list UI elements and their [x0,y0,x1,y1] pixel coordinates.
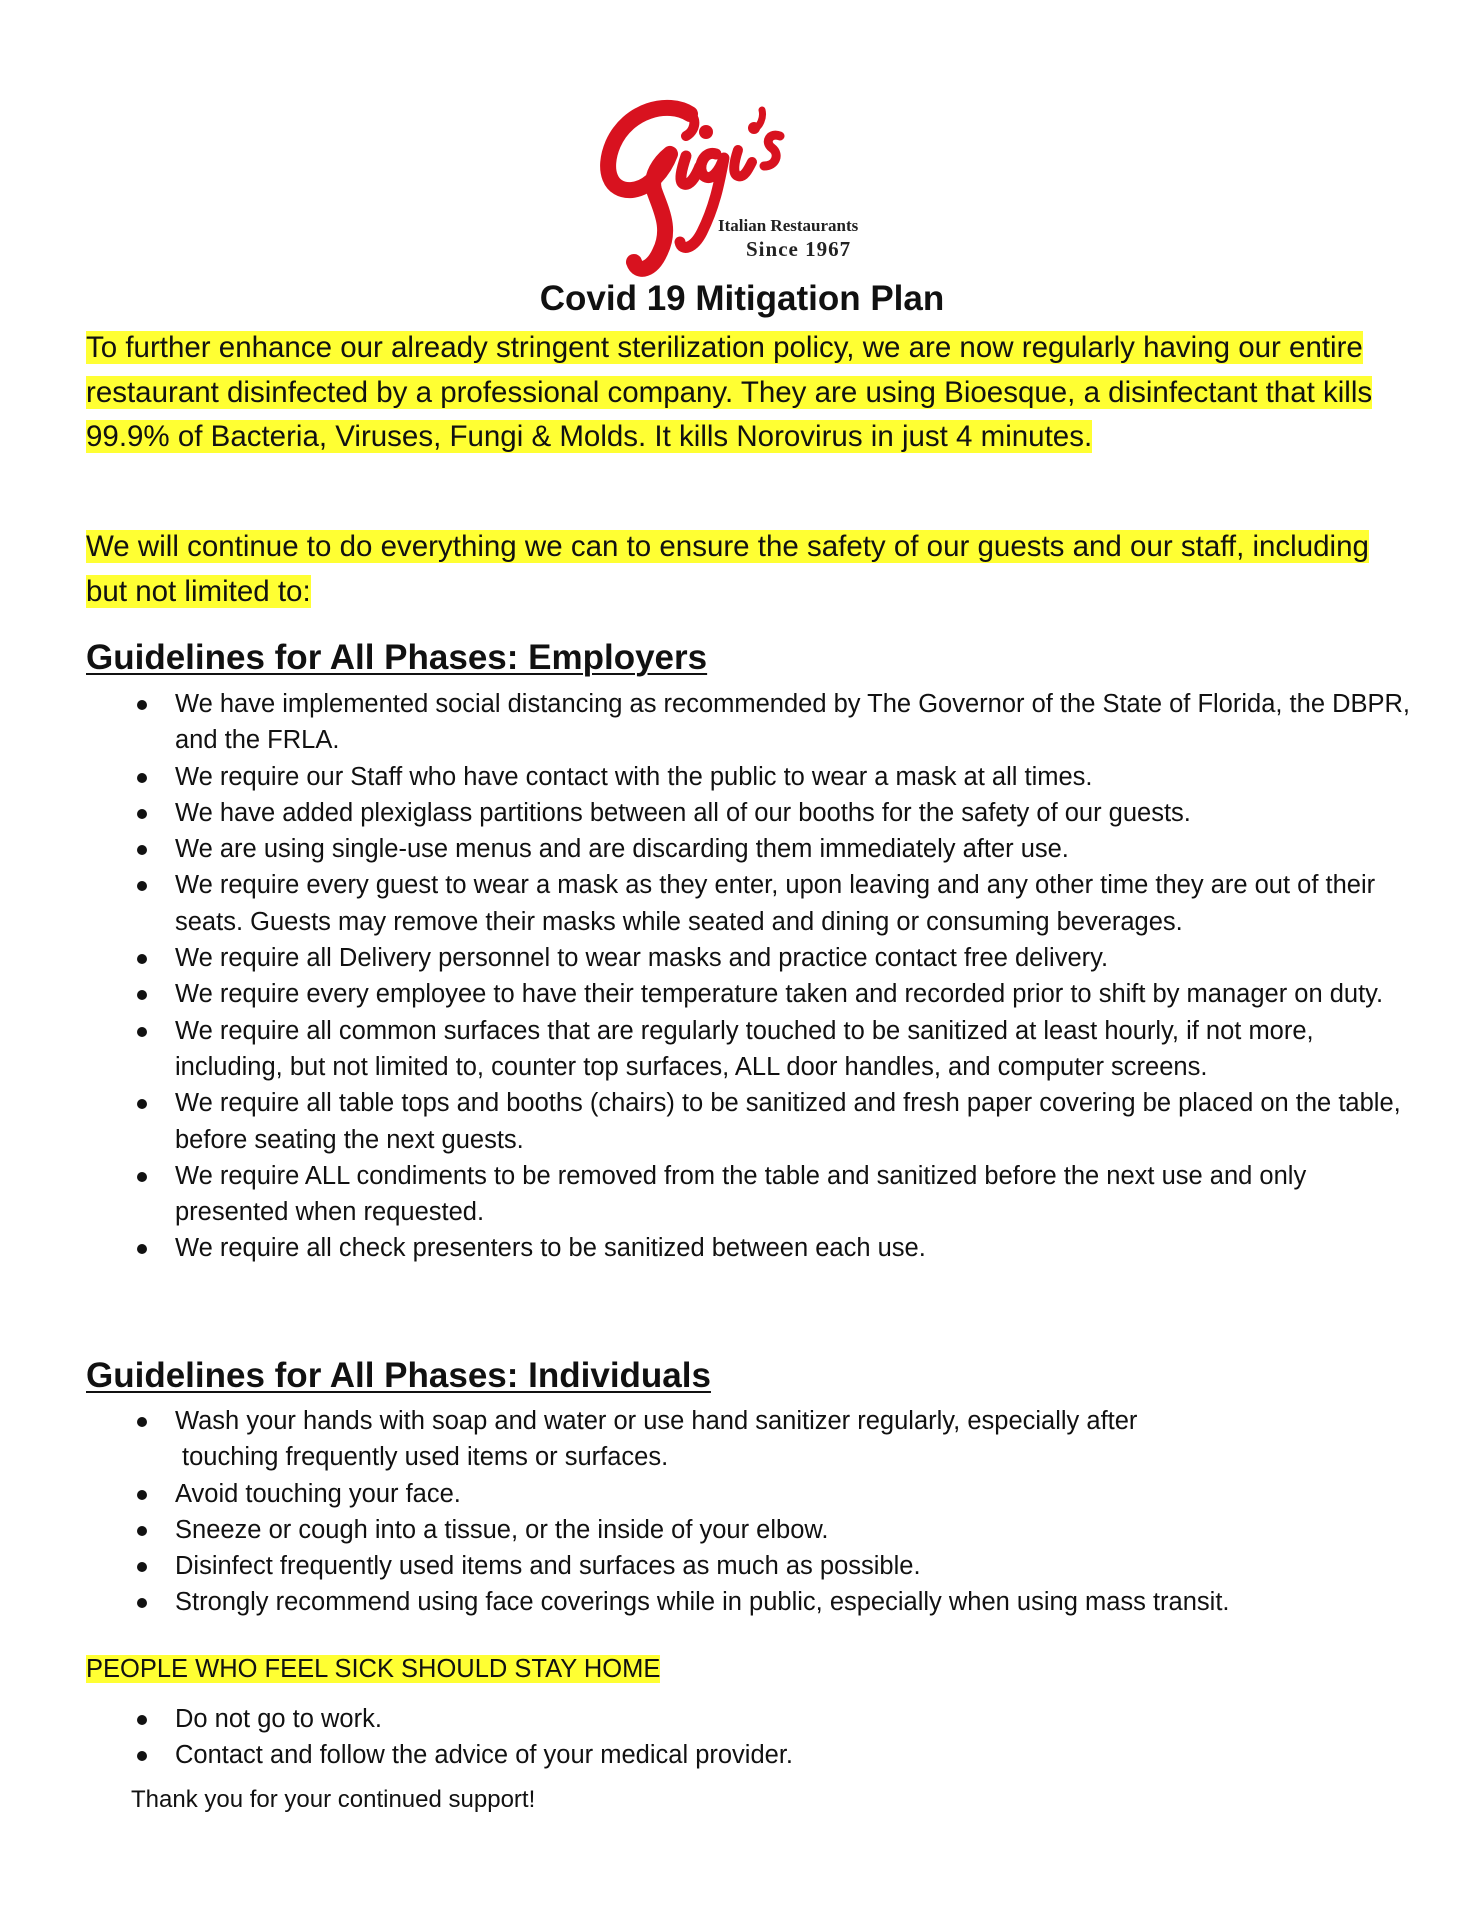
bullet-icon [137,881,147,891]
individuals-heading: Guidelines for All Phases: Individuals [86,1356,711,1395]
bullet-icon [137,845,147,855]
list-item [86,1476,1416,1512]
list-item-text: Contact and follow the advice of your medical provider. [175,1741,794,1770]
employers-list [86,686,1416,1267]
logo-tagline: Italian Restaurants [718,216,859,235]
list-item-text: Wash your hands with soap and water or use hand sanitizer regularly, especially after [175,1407,1138,1435]
page-title: Covid 19 Mitigation Plan [539,279,945,318]
list-item-text: We are using single-use menus and are discarding them immediately after use. [175,835,1069,864]
list-item [86,1584,1416,1620]
bullet-icon [137,990,147,1000]
list-item-text: We have implemented social distancing as recommended by The Governor of the State of Florida, the DBPR, and the FRLA. [175,690,1411,755]
list-item [86,759,1416,795]
list-item [86,795,1416,831]
list-item-text: We require ALL condiments to be removed from the table and sanitized before the next use and only presented when requested. [175,1161,1307,1227]
closing-text: Thank you for your continued support! [131,1786,536,1813]
sick-list [86,1701,1416,1774]
list-item [86,1403,1416,1476]
list-item [86,1701,1416,1737]
list-item-text: Disinfect frequently used items and surfaces as much as possible. [175,1552,921,1581]
logo-since: Since 1967 [746,237,852,261]
list-item-text: We require all table tops and booths (chairs) to be sanitized and fresh paper covering be placed on the table, before seating the next guests. [175,1089,1401,1154]
bullet-icon [137,809,147,819]
bullet-icon [137,954,147,964]
list-item-text: We require every employee to have their temperature taken and recorded prior to shift by manager on duty. [175,980,1384,1009]
list-item [86,1548,1416,1584]
intro-paragraph-1-text: To further enhance our already stringent sterilization policy, we are now regularly having our entire restaurant disinfected by a professional company. They are using Bioesque, a disinfectant that kills 99.9% of Bacteria, Viruses, Fungi & Molds. It kills Norovirus in just 4 minutes. [86,331,1373,453]
list-item-text: We have added plexiglass partitions between all of our booths for the safety of our guests. [175,798,1191,827]
list-item [86,1013,1416,1086]
list-item [86,831,1416,867]
list-item [86,1158,1416,1231]
intro-paragraph-2 [86,525,1396,614]
list-item-text: We require every guest to wear a mask as they enter, upon leaving and any other time they are out of their seats. Guests may remove their masks while seated and dining or consuming beverages. [175,871,1376,936]
list-item [86,867,1416,940]
employers-heading: Guidelines for All Phases: Employers [86,638,708,677]
list-item [86,686,1416,759]
list-item-text: We require our Staff who have contact with the public to wear a mask at all times. [175,762,1093,791]
list-item-text: We require all Delivery personnel to wear masks and practice contact free delivery. [175,944,1109,973]
bullet-icon [137,1172,147,1182]
intro-paragraph-1 [86,326,1396,460]
list-item [86,1512,1416,1548]
bullet-icon [137,1490,147,1500]
bullet-icon [137,1099,147,1109]
list-item [86,1230,1416,1266]
list-item-text: Strongly recommend using face coverings while in public, especially when using mass transit. [175,1588,1230,1617]
bullet-icon [137,1027,147,1037]
bullet-icon [137,1417,147,1427]
sick-heading [86,1652,660,1686]
bullet-icon [137,1244,147,1254]
list-item-text: Do not go to work. [175,1705,382,1733]
bullet-icon [137,700,147,710]
list-item-text: We require all check presenters to be sanitized between each use. [175,1234,926,1263]
bullet-icon [137,1751,147,1761]
bullet-icon [137,1562,147,1572]
bullet-icon [137,1598,147,1608]
individuals-list [86,1403,1416,1621]
list-item [86,1737,1416,1773]
list-item-text: Sneeze or cough into a tissue, or the inside of your elbow. [175,1515,829,1544]
list-item-text: We require all common surfaces that are regularly touched to be sanitized at least hourly, if not more, including, but not limited to, counter top surfaces, ALL door handles, and computer screens. [175,1016,1314,1081]
intro-paragraph-2-text: We will continue to do everything we can to ensure the safety of our guests and our staff, including but not limited to: [86,530,1369,608]
logo [598,92,898,277]
bullet-icon [137,1715,147,1725]
bullet-icon [137,1526,147,1536]
list-item [86,1085,1416,1158]
list-item-text-continued: touching frequently used items or surfaces. [182,1443,669,1472]
list-item [86,976,1416,1012]
list-item-text: Avoid touching your face. [175,1479,461,1508]
sick-heading-text: PEOPLE WHO FEEL SICK SHOULD STAY HOME [86,1655,661,1683]
bullet-icon [137,773,147,783]
list-item [86,940,1416,976]
